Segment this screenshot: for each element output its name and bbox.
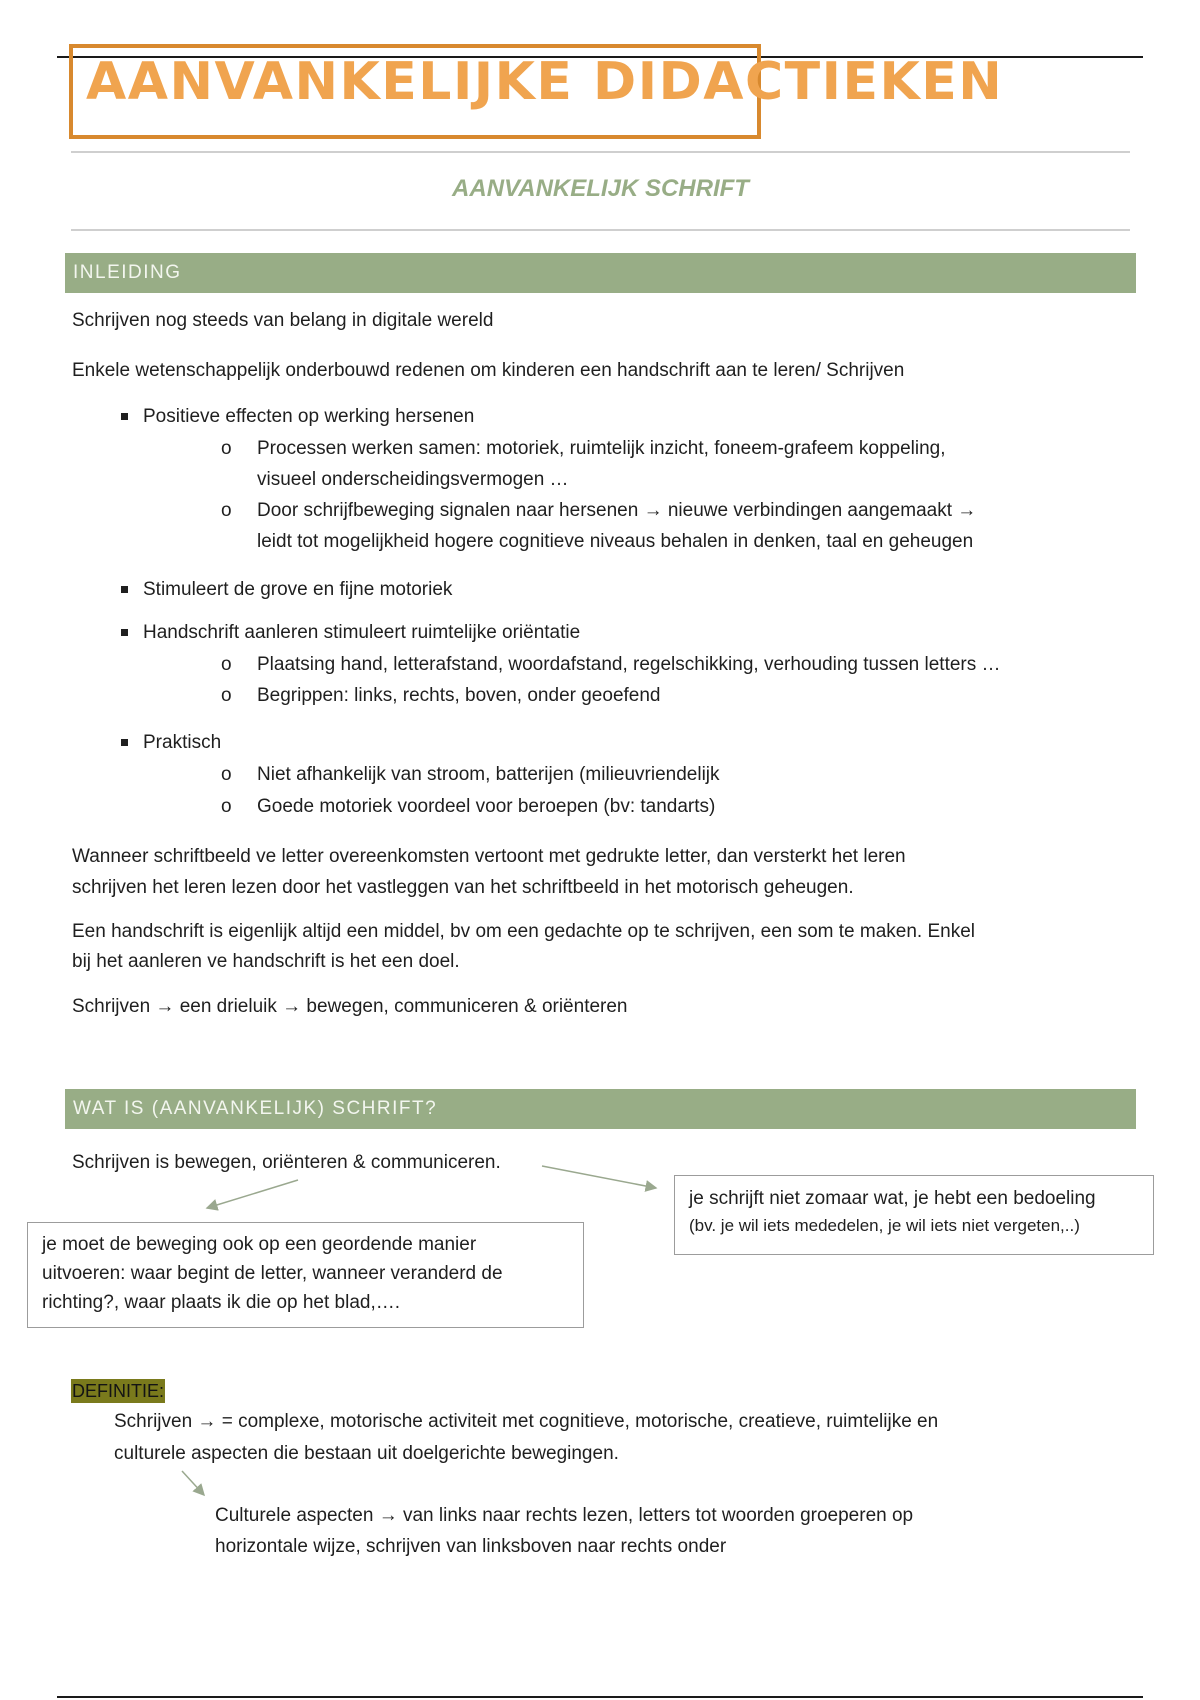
bottom-rule <box>57 1696 1143 1698</box>
bullet-item: Handschrift aanleren stimuleert ruimtelijke oriëntatie <box>143 622 581 643</box>
arrow-to-left-box-icon <box>207 1180 298 1208</box>
sub-bullet-marker: o <box>221 500 232 521</box>
document-title: AANVANKELIJKE DIDACTIEKEN <box>86 52 1004 112</box>
intro-paragraph-3: Wanneer schriftbeeld ve letter overeenkomsten vertoont met gedrukte letter, dan versterkt het leren <box>72 846 906 867</box>
bullet-item: Stimuleert de grove en fijne motoriek <box>143 579 453 600</box>
definition-text-cont: culturele aspecten die bestaan uit doelgerichte bewegingen. <box>114 1443 619 1464</box>
sub-bullet-marker: o <box>221 764 232 785</box>
sub-bullet-item: Begrippen: links, rechts, boven, onder geoefend <box>257 685 661 706</box>
callout-left-line-1: je moet de beweging ook op een geordende manier <box>42 1234 477 1255</box>
intro-paragraph-2: Enkele wetenschappelijk onderbouwd redenen om kinderen een handschrift aan te leren/ Schrijven <box>72 360 905 381</box>
sub-bullet-marker: o <box>221 438 232 459</box>
intro-paragraph-3-cont: schrijven het leren lezen door het vastleggen van het schriftbeeld in het motorisch geheugen. <box>72 877 854 898</box>
bullet-item: Praktisch <box>143 732 222 753</box>
intro-paragraph-1: Schrijven nog steeds van belang in digitale wereld <box>72 310 494 331</box>
sub-bullet-item: Goede motoriek voordeel voor beroepen (bv: tandarts) <box>257 796 716 817</box>
callout-right-line-2: (bv. je wil iets mededelen, je wil iets niet vergeten,..) <box>689 1216 1080 1235</box>
sub-bullet-marker: o <box>221 685 232 706</box>
section-heading-intro: INLEIDING <box>65 253 1136 293</box>
what-lead-text: Schrijven is bewegen, oriënteren & communiceren. <box>72 1152 501 1173</box>
definition-label: DEFINITIE: <box>72 1381 165 1401</box>
sub-bullet-marker: o <box>221 796 232 817</box>
cultural-aspects-text-cont: horizontale wijze, schrijven van linksboven naar rechts onder <box>215 1536 727 1557</box>
cultural-aspects-text: Culturele aspecten → van links naar rechts lezen, letters tot woorden groeperen op <box>215 1505 914 1526</box>
sub-bullet-item-cont: visueel onderscheidingsvermogen … <box>257 469 569 490</box>
intro-paragraph-4: Een handschrift is eigenlijk altijd een middel, bv om een gedachte op te schrijven, een som te maken. Enkel <box>72 921 976 942</box>
sub-bullet-marker: o <box>221 654 232 675</box>
definition-text: Schrijven → = complexe, motorische activiteit met cognitieve, motorische, creatieve, ruimtelijke en <box>114 1411 939 1432</box>
sub-bullet-item: Door schrijfbeweging signalen naar hersenen → nieuwe verbindingen aangemaakt → <box>257 500 977 521</box>
arrow-to-cultural-icon <box>182 1471 204 1495</box>
callout-left-line-3: richting?, waar plaats ik die op het blad,…. <box>42 1292 401 1313</box>
callout-left-line-2: uitvoeren: waar begint de letter, wanneer veranderd de <box>42 1263 503 1284</box>
sub-bullet-item: Processen werken samen: motoriek, ruimtelijk inzicht, foneem-grafeem koppeling, <box>257 438 946 459</box>
sub-bullet-item: Plaatsing hand, letterafstand, woordafstand, regelschikking, verhouding tussen letters … <box>257 654 1001 675</box>
arrow-to-right-box-icon <box>542 1166 656 1188</box>
intro-paragraph-5: Schrijven → een drieluik → bewegen, communiceren & oriënteren <box>72 996 628 1017</box>
document-subtitle: AANVANKELIJK SCHRIFT <box>452 175 749 202</box>
intro-paragraph-4-cont: bij het aanleren ve handschrift is het een doel. <box>72 951 460 972</box>
section-heading-what: WAT IS (AANVANKELIJK) SCHRIFT? <box>65 1089 1136 1129</box>
sub-bullet-item: Niet afhankelijk van stroom, batterijen (milieuvriendelijk <box>257 764 720 785</box>
callout-right-line-1: je schrijft niet zomaar wat, je hebt een bedoeling <box>689 1188 1096 1209</box>
sub-bullet-item-cont: leidt tot mogelijkheid hogere cognitieve niveaus behalen in denken, taal en geheugen <box>257 531 974 552</box>
bullet-item: Positieve effecten op werking hersenen <box>143 406 475 427</box>
